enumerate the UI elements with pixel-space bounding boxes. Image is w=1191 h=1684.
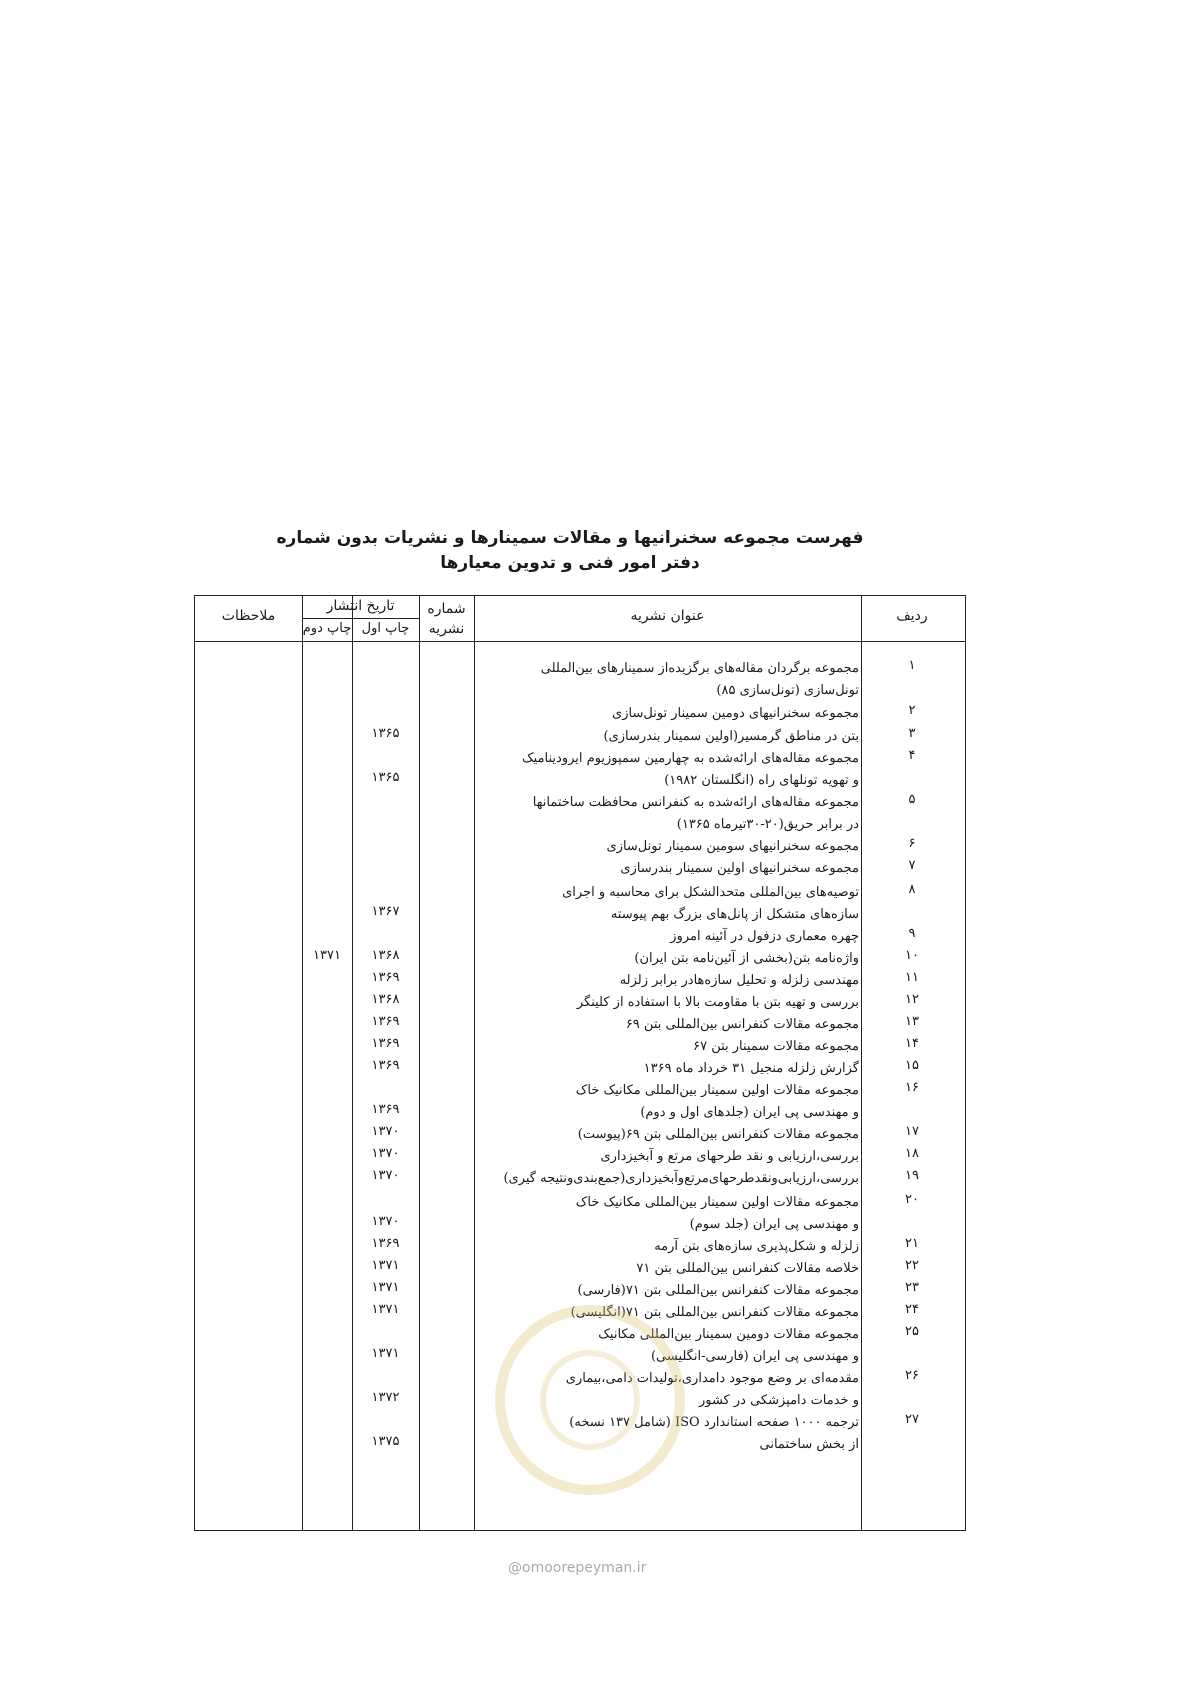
publication-title-line: گزارش زلزله منجیل ۳۱ خرداد ماه ۱۳۶۹ [643, 1061, 859, 1076]
publication-title-line: و خدمات دامپزشکی در کشور [698, 1393, 859, 1408]
publication-title-line: واژه‌نامه بتن(بخشی از آئین‌نامه بتن ایران) [634, 951, 859, 966]
row-number: ۹ [908, 926, 916, 941]
publication-title-line: بررسی،ارزیابی‌ونقدطرحهای‌مرتع‌وآبخیزداری(جمع‌بندی‌ونتیجه گیری) [503, 1171, 859, 1186]
row-number: ۱ [908, 658, 916, 673]
row-number: ۱۱ [905, 970, 919, 985]
first-print-year: ۱۳۷۰ [371, 1146, 400, 1161]
publication-title-line: چهره معماری دزفول در آئینه امروز [670, 929, 859, 944]
first-print-year: ۱۳۶۹ [371, 1036, 400, 1051]
document-title: فهرست مجموعه سخنرانیها و مقالات سمینارها و نشریات بدون شماره [276, 528, 864, 548]
first-print-year: ۱۳۶۸ [371, 948, 400, 963]
publication-title-line: مجموعه مقالات دومین سمینار بین‌المللی مکانیک [598, 1327, 859, 1342]
first-print-year: ۱۳۶۵ [371, 726, 400, 741]
publication-title-line: مجموعه مقالات کنفرانس بین‌المللی بتن ۶۹ [625, 1017, 859, 1032]
header-first-print: چاپ اول [361, 621, 410, 636]
row-number: ۱۶ [905, 1080, 919, 1095]
row-number: ۱۲ [905, 992, 919, 1007]
row-number: ۲۱ [905, 1236, 919, 1251]
header-second-print: چاپ دوم [302, 621, 352, 636]
publication-title-line: مهندسی زلزله و تحلیل سازه‌هادر برابر زلزله [619, 973, 859, 988]
header-remarks: ملاحظات [221, 608, 276, 624]
row-number: ۲۵ [905, 1324, 919, 1339]
row-number: ۵ [908, 792, 916, 807]
first-print-year: ۱۳۶۹ [371, 1014, 400, 1029]
publication-title-line: زلزله و شکل‌پذیری سازه‌های بتن آرمه [654, 1239, 859, 1254]
row-number: ۲۴ [905, 1302, 919, 1317]
first-print-year: ۱۳۶۹ [371, 1236, 400, 1251]
publication-title-line: مجموعه مقاله‌های ارائه‌شده به چهارمین سمپوزیوم ایرودینامیک [522, 751, 859, 766]
first-print-year: ۱۳۷۵ [371, 1434, 400, 1449]
row-number: ۷ [908, 858, 916, 873]
stamp-watermark-inner [540, 1350, 640, 1450]
row-number: ۱۴ [905, 1036, 919, 1051]
first-print-year: ۱۳۷۰ [371, 1214, 400, 1229]
first-print-year: ۱۳۶۵ [371, 770, 400, 785]
publication-title-line: ترجمه ۱۰۰۰ صفحه استاندارد ISO (شامل ۱۳۷ نسخه) [569, 1415, 859, 1430]
row-number: ۱۷ [905, 1124, 919, 1139]
publication-title-line: مقدمه‌ای بر وضع موجود دامداری،تولیدات دامی،بیماری [565, 1371, 859, 1386]
row-number: ۱۸ [905, 1146, 919, 1161]
publication-title-line: سازه‌های متشکل از پانل‌های بزرگ بهم پیوسته [610, 907, 859, 922]
publication-title-line: و تهویه تونلهای راه (انگلستان ۱۹۸۲) [664, 773, 859, 788]
publication-title-line: مجموعه مقالات کنفرانس بین‌المللی بتن ۷۱(انگلیسی) [570, 1305, 859, 1320]
first-print-year: ۱۳۷۰ [371, 1168, 400, 1183]
row-number: ۱۳ [905, 1014, 919, 1029]
publication-title-line: و مهندسی پی ایران (جلدهای اول و دوم) [640, 1105, 859, 1120]
first-print-year: ۱۳۷۱ [371, 1258, 400, 1273]
document-subtitle: دفتر امور فنی و تدوین معیارها [440, 553, 700, 573]
row-number: ۳ [908, 726, 916, 741]
publication-title-line: در برابر حریق(۲۰-۳۰تیرماه ۱۳۶۵) [676, 817, 859, 832]
row-number: ۲۲ [905, 1258, 919, 1273]
row-number: ۴ [908, 748, 916, 763]
row-number: ۱۰ [905, 948, 919, 963]
second-print-year: ۱۳۷۱ [313, 948, 341, 963]
first-print-year: ۱۳۶۸ [371, 992, 400, 1007]
first-print-year: ۱۳۷۱ [371, 1302, 400, 1317]
publication-title-line: مجموعه سخنرانیهای دومین سمینار تونل‌سازی [612, 706, 859, 721]
first-print-year: ۱۳۶۷ [371, 904, 400, 919]
publication-title-line: و مهندسی پی ایران (جلد سوم) [689, 1217, 859, 1232]
first-print-year: ۱۳۶۹ [371, 970, 400, 985]
header-publication-number: شماره نشریه [427, 601, 466, 637]
publication-title-line: بررسی و تهیه بتن با مقاومت بالا با استفاده از کلینگر [576, 995, 859, 1010]
publication-title-line: مجموعه مقالات سمینار بتن ۶۷ [693, 1039, 859, 1054]
publication-title-line: مجموعه مقالات اولین سمینار بین‌المللی مکانیک خاک [575, 1083, 859, 1098]
publication-title-line: بتن در مناطق گرمسیر(اولین سمینار بندرسازی) [603, 729, 859, 744]
publication-title-line: تونل‌سازی (تونل‌سازی ۸۵) [716, 683, 859, 698]
header-row-number: ردیف [896, 608, 928, 624]
publication-title-line: مجموعه مقالات کنفرانس بین‌المللی بتن ۶۹(پیوست) [577, 1127, 859, 1142]
row-number: ۲ [908, 703, 916, 718]
row-number: ۲۶ [905, 1368, 919, 1383]
row-number: ۱۵ [905, 1058, 919, 1073]
publication-title-line: مجموعه مقاله‌های ارائه‌شده به کنفرانس محافظت ساختمانها [532, 795, 859, 810]
first-print-year: ۱۳۶۹ [371, 1058, 400, 1073]
row-number: ۲۳ [905, 1280, 919, 1295]
watermark-url: @omoorepeyman.ir [508, 1560, 647, 1576]
publication-title-line: و مهندسی پی ایران (فارسی-انگلیسی) [650, 1349, 859, 1364]
header-publication-date: تاریخ انتشار [326, 598, 395, 614]
row-number: ۸ [908, 882, 916, 897]
row-number: ۲۰ [905, 1192, 919, 1207]
publication-title-line: مجموعه مقالات اولین سمینار بین‌المللی مکانیک خاک [575, 1195, 859, 1210]
row-number: ۲۷ [905, 1412, 919, 1427]
header-title: عنوان نشریه [630, 608, 705, 624]
first-print-year: ۱۳۷۲ [371, 1390, 400, 1405]
publication-title-line: بررسی،ارزیابی و نقد طرحهای مرتع و آبخیزداری [600, 1149, 859, 1164]
publication-title-line: مجموعه سخنرانیهای اولین سمینار بندرسازی [620, 861, 859, 876]
publication-title-line: خلاصه مقالات کنفرانس بین‌المللی بتن ۷۱ [636, 1261, 859, 1276]
first-print-year: ۱۳۶۹ [371, 1102, 400, 1117]
publication-title-line: مجموعه برگردان مقاله‌های برگزیده‌از سمینارهای بین‌المللی [540, 661, 859, 676]
row-number: ۶ [908, 836, 916, 851]
publication-title-line: از بخش ساختمانی [759, 1437, 859, 1452]
publication-title-line: مجموعه سخنرانیهای سومین سمینار تونل‌سازی [606, 839, 859, 854]
first-print-year: ۱۳۷۱ [371, 1346, 400, 1361]
row-number: ۱۹ [905, 1168, 919, 1183]
publication-title-line: مجموعه مقالات کنفرانس بین‌المللی بتن ۷۱(فارسی) [577, 1283, 859, 1298]
publication-title-line: توصیه‌های بین‌المللی متحدالشکل برای محاسبه و اجرای [562, 885, 859, 900]
first-print-year: ۱۳۷۰ [371, 1124, 400, 1139]
first-print-year: ۱۳۷۱ [371, 1280, 400, 1295]
